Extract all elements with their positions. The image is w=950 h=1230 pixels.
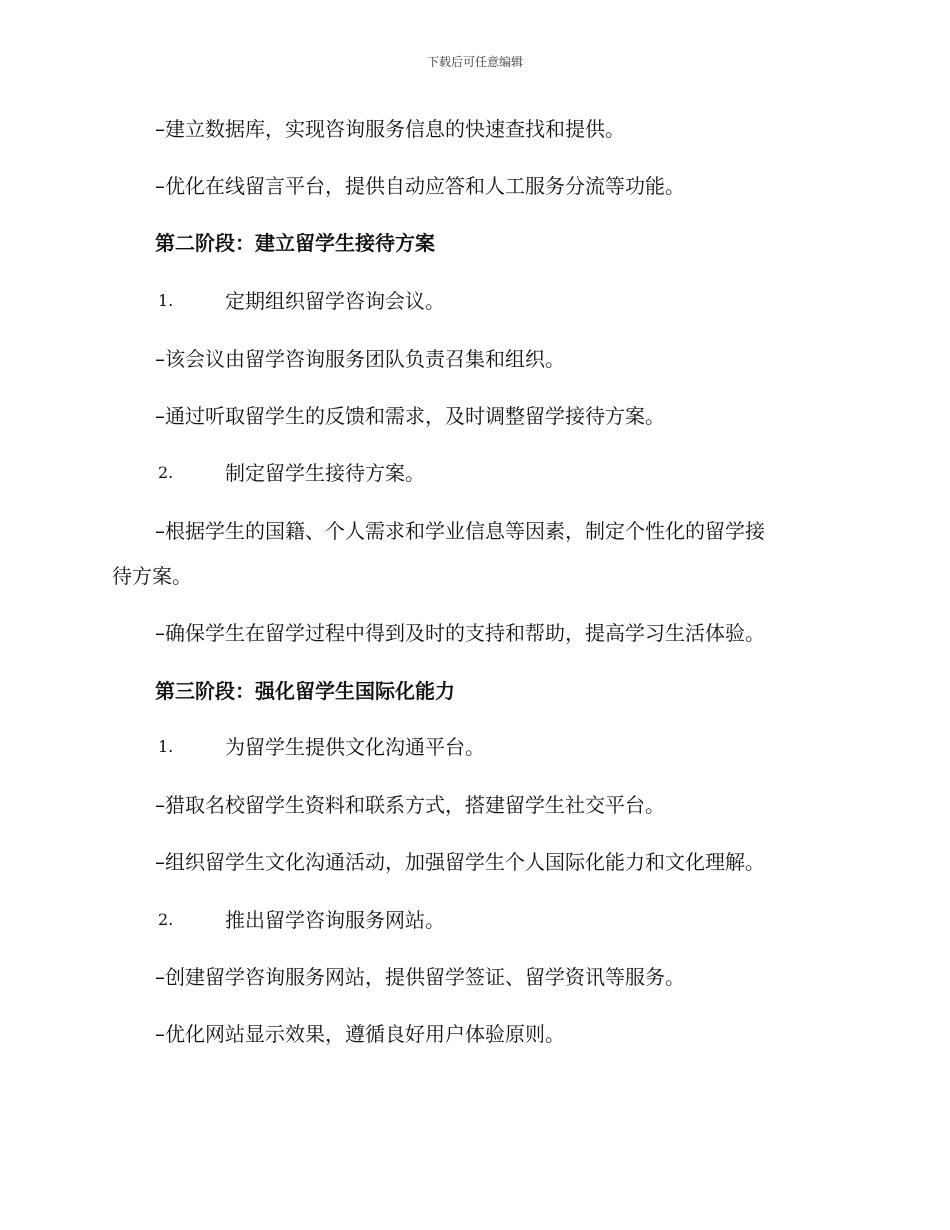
- list-number: 1.: [158, 737, 174, 756]
- list-number: 2.: [158, 463, 174, 482]
- section-heading: 第二阶段：建立留学生接待方案: [155, 231, 435, 255]
- list-item-text: 制定留学生接待方案。: [225, 461, 425, 485]
- bullet-line: –通过听取留学生的反馈和需求，及时调整留学接待方案。: [155, 404, 665, 428]
- list-number: 1.: [158, 291, 174, 310]
- bullet-line-continuation: 待方案。: [112, 564, 192, 588]
- section-heading: 第三阶段：强化留学生国际化能力: [155, 679, 455, 703]
- bullet-line: –优化网站显示效果，遵循良好用户体验原则。: [155, 1022, 565, 1046]
- bullet-line: –猎取名校留学生资料和联系方式，搭建留学生社交平台。: [155, 793, 665, 817]
- bullet-line: –创建留学咨询服务网站，提供留学签证、留学资讯等服务。: [155, 965, 685, 989]
- list-number: 2.: [158, 910, 174, 929]
- bullet-line: –根据学生的国籍、个人需求和学业信息等因素，制定个性化的留学接: [155, 519, 765, 543]
- bullet-line: –确保学生在留学过程中得到及时的支持和帮助，提高学习生活体验。: [155, 621, 765, 645]
- page-header: 下载后可任意编辑: [426, 55, 523, 69]
- bullet-line: –建立数据库，实现咨询服务信息的快速查找和提供。: [155, 117, 625, 141]
- bullet-line: –优化在线留言平台，提供自动应答和人工服务分流等功能。: [155, 174, 685, 198]
- list-item-text: 定期组织留学咨询会议。: [225, 289, 445, 313]
- bullet-line: –组织留学生文化沟通活动，加强留学生个人国际化能力和文化理解。: [155, 850, 765, 874]
- list-item-text: 为留学生提供文化沟通平台。: [225, 735, 485, 759]
- bullet-line: –该会议由留学咨询服务团队负责召集和组织。: [155, 347, 565, 371]
- list-item-text: 推出留学咨询服务网站。: [225, 908, 445, 932]
